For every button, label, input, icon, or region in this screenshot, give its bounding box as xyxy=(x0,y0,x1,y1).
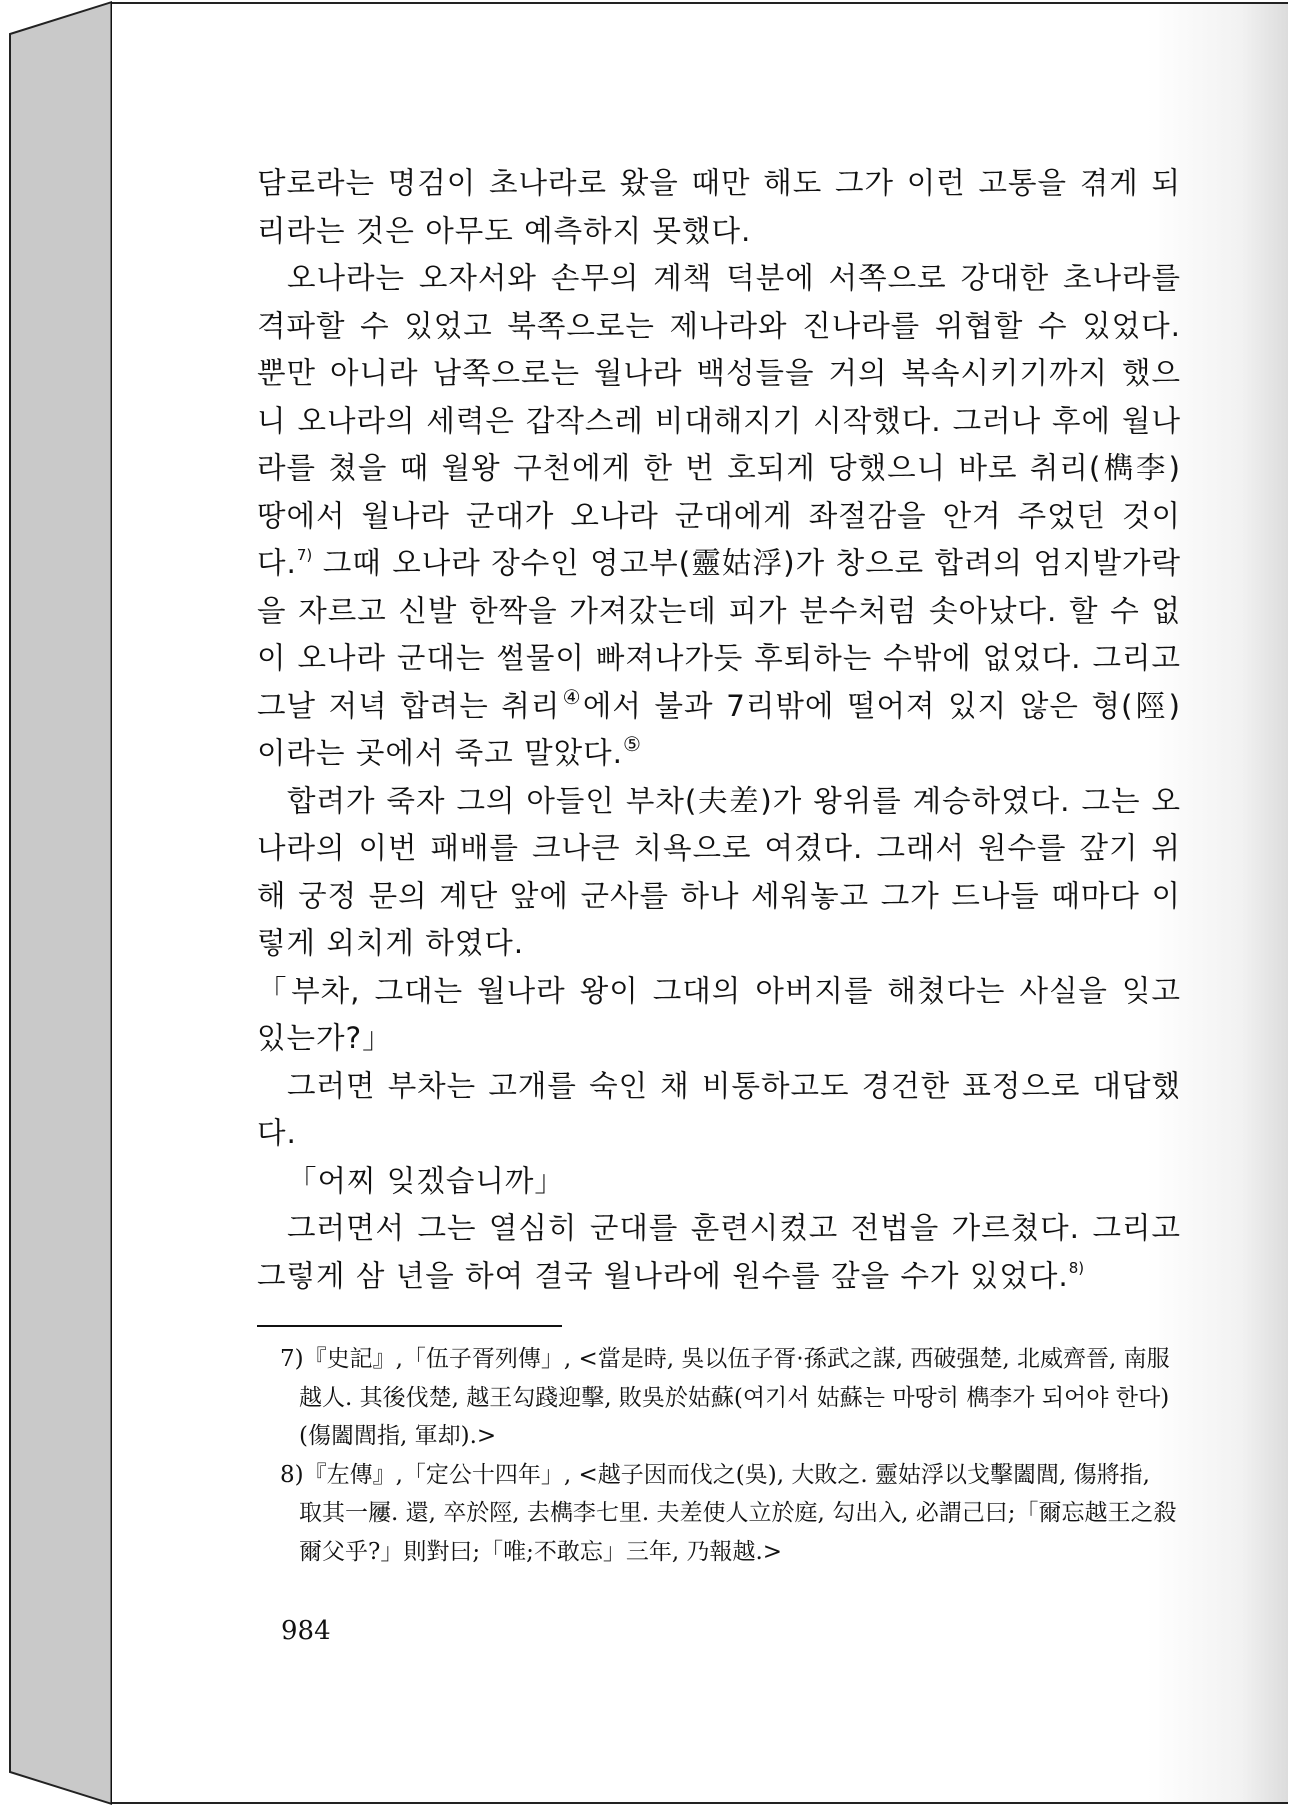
footnote-ref-7[interactable]: 7) xyxy=(296,546,313,564)
quote-2-text: 「어찌 잊겠습니까」 xyxy=(287,1163,565,1198)
quote-1-text: 「부차, 그대는 월나라 왕이 그대의 아버지를 해쳤다는 사실을 잊고 있는가?」 xyxy=(257,973,1181,1055)
footnote-8: 8)『左傳』,「定公十四年」, <越子因而伐之(吳), 大敗之. 靈姑浮以戈擊闔閭, 傷將指, 取其一屨. 還, 卒於陘, 去檇李七里. 夫差使人立於庭, 勾出入, 必謂己曰;「爾忘越王之殺爾父乎?」則對曰;「唯;不敢忘」三年, 乃報越.> xyxy=(280,1461,1177,1565)
page-number: 984 xyxy=(281,1616,331,1646)
book-spine xyxy=(8,0,112,1806)
footnotes xyxy=(280,1340,1180,1571)
circled-note-5: ⑤ xyxy=(622,732,641,756)
paragraph-2-text: 오나라는 오자서와 손무의 계책 덕분에 서쪽으로 강대한 초나라를 격파할 수 있었고 북쪽으로는 제나라와 진나라를 위협할 수 있었다. 뿐만 아니라 남쪽으로는 월나라 백성들을 거의 복속시키기까지 했으니 오나라의 세력은 갑작스레 비대해지기 시작했다. 그러나 후에 월나라를 쳤을 때 월왕 구천에게 한 번 호되게 당했으니 바로 취리(檇李) 땅에서 월나라 군대가 오나라 군대에게 좌절감을 안겨 주었던 것이다. xyxy=(257,261,1181,580)
circled-note-4: ④ xyxy=(560,684,583,709)
main-text xyxy=(257,160,1181,1300)
quote-2 xyxy=(257,1158,1181,1206)
paragraph-4 xyxy=(257,1063,1181,1158)
paragraph-1-text: 담로라는 명검이 초나라로 왔을 때만 해도 그가 이런 고통을 겪게 되리라는 것은 아무도 예측하지 못했다. xyxy=(257,166,1181,248)
paragraph-3-text: 합려가 죽자 그의 아들인 부차(夫差)가 왕위를 계승하였다. 그는 오나라의 이번 패배를 크나큰 치욕으로 여겼다. 그래서 원수를 갚기 위해 궁정 문의 계단 앞에 군사를 하나 세워놓고 그가 드나들 때마다 이렇게 외치게 하였다. xyxy=(257,783,1181,960)
footnote-ref-8[interactable]: 8) xyxy=(1068,1258,1085,1277)
footnote-divider xyxy=(257,1325,562,1327)
paragraph-5-text: 그러면서 그는 열심히 군대를 훈련시켰고 전법을 가르쳤다. 그리고 그렇게 삼 년을 하여 결국 월나라에 원수를 갚을 수가 있었다. xyxy=(257,1211,1181,1293)
paragraph-1 xyxy=(257,160,1181,255)
paragraph-2 xyxy=(257,255,1181,778)
quote-1 xyxy=(257,968,1181,1063)
footnote-7: 7)『史記』,「伍子胥列傳」, <當是時, 吳以伍子胥·孫武之謀, 西破强楚, 北威齊晉, 南服越人. 其後伐楚, 越王勾踐迎擊, 敗吳於姑蘇(여기서 姑蘇는 마땅히 檇李가 되어야 한다)(傷闔閭指, 軍却).> xyxy=(280,1346,1170,1449)
paragraph-5 xyxy=(257,1205,1181,1300)
paragraph-3 xyxy=(257,778,1181,968)
paragraph-2-text-cont: 그때 오나라 장수인 영고부(靈姑浮)가 창으로 합려의 엄지발가락을 자르고 신발 한짝을 가져갔는데 피가 분수처럼 솟아났다. 할 수 없이 오나라 군대는 썰물이 빠져나가듯 후퇴하는 수밖에 없었다. 그리고 그날 저녁 합려는 취리 xyxy=(257,546,1181,723)
paragraph-2-text-end: 에서 불과 7리밖에 떨어져 있지 않은 형(陘)이라는 곳에서 죽고 말았다. xyxy=(257,688,1181,770)
paragraph-4-text: 그러면 부차는 고개를 숙인 채 비통하고도 경건한 표정으로 대답했다. xyxy=(257,1068,1181,1150)
